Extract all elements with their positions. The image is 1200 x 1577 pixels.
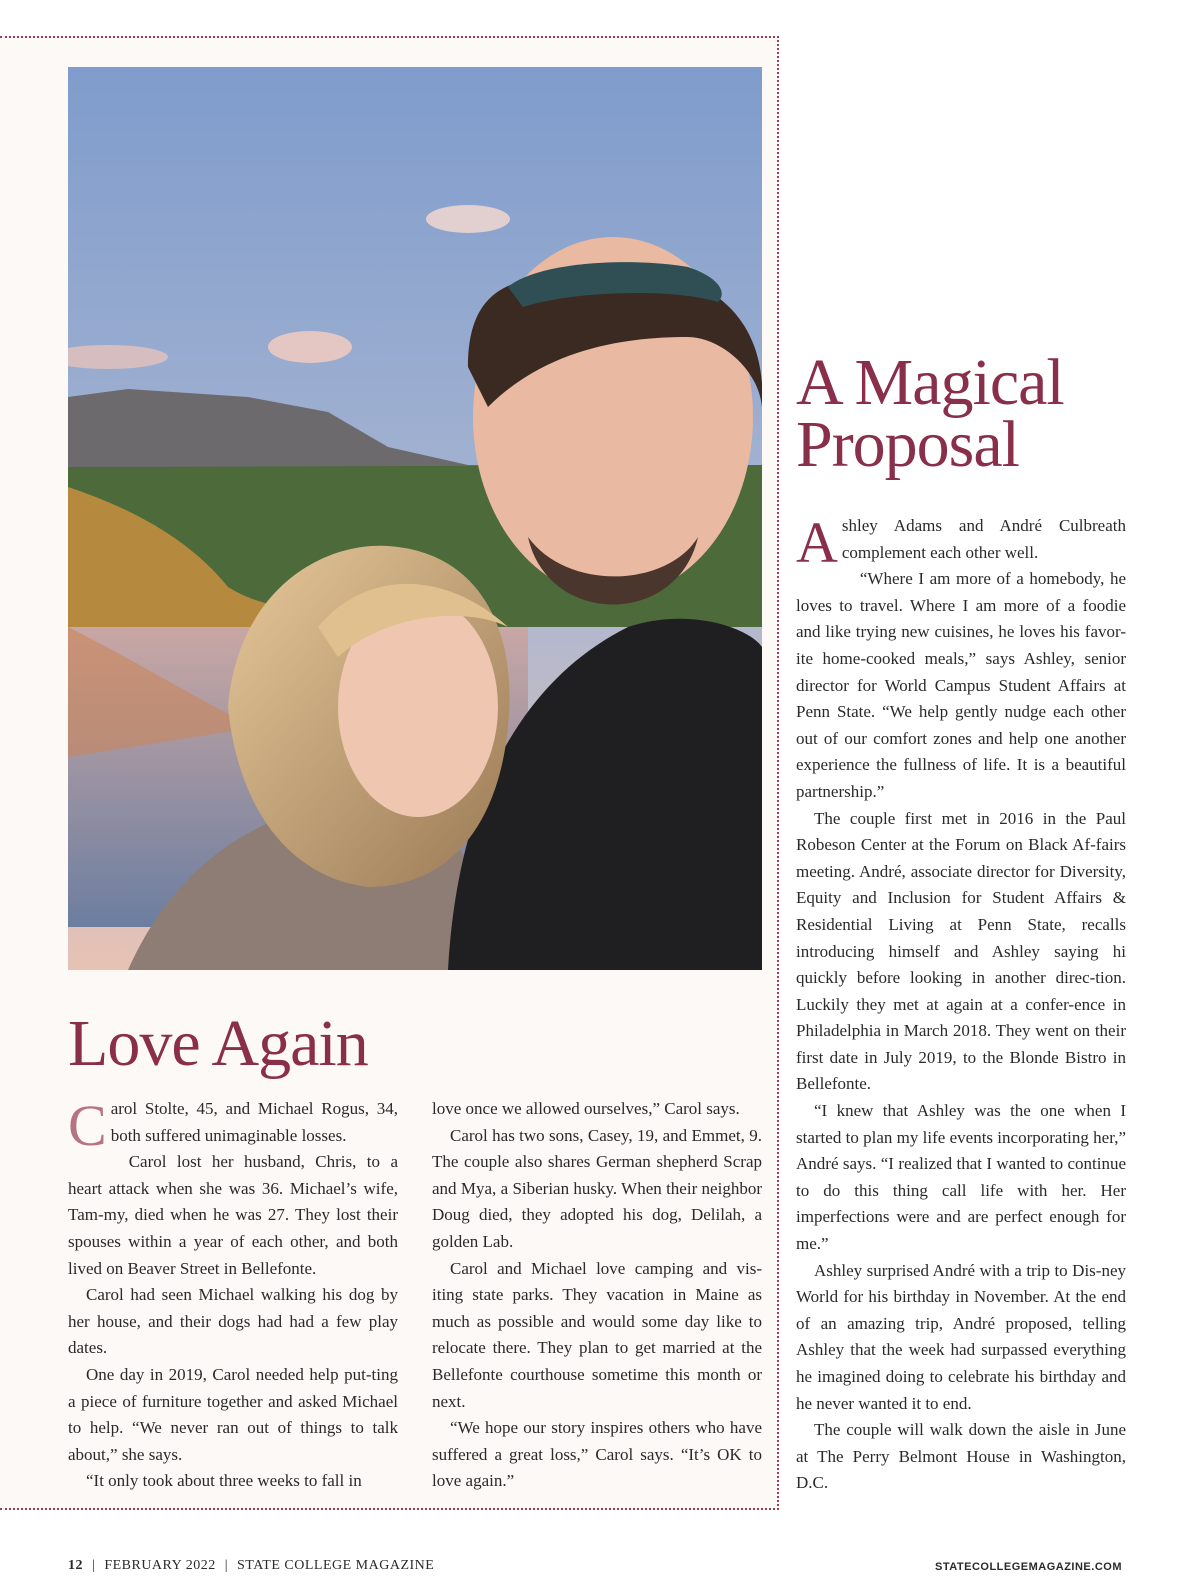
love-again-title: Love Again: [68, 1007, 368, 1080]
proposal-paragraph: “Where I am more of a homebody, he loves to travel. Where I am more of a foodie and like trying new cuisines, he loves his favor-ite home-cooked meals,” says Ashley, senior director for World Campus Student Affairs at Penn State. “We help gently nudge each other out of our comfort zones and help one another experience the fullness of life. It is a beautiful partnership.”: [796, 569, 1126, 801]
love-again-paragraph: Carol has two sons, Casey, 19, and Emmet, 9. The couple also shares German shepherd Scrap and Mya, a Siberian husky. When their neighbor Doug died, they adopted his dog, Delilah, a golden Lab.: [432, 1125, 762, 1251]
love-again-paragraph: One day in 2019, Carol needed help put-ting a piece of furniture together and asked Michael to help. “We never ran out of things to talk about,” she says.: [68, 1364, 398, 1464]
title-line: Proposal: [796, 408, 1019, 481]
magical-proposal-column: [796, 510, 1126, 1497]
love-again-column-2: [432, 1096, 762, 1495]
publication-name: STATE COLLEGE MAGAZINE: [237, 1558, 435, 1573]
proposal-paragraph: Ashley Adams and André Culbreath complement each other well.: [796, 510, 1126, 575]
page-footer: [68, 1558, 1122, 1574]
love-again-paragraph: “It only took about three weeks to fall in: [86, 1471, 362, 1491]
magical-proposal-title: [796, 346, 1136, 481]
proposal-paragraph: “I knew that Ashley was the one when I started to plan my life events incorporating her,” André says. “I realized that I wanted to continue to do this thing call life with her. Her imperfections were and are perfect enough for me.”: [796, 1101, 1126, 1254]
love-again-column-1: [68, 1093, 398, 1495]
love-again-paragraph: Carol had seen Michael walking his dog by her house, and their dogs had had a few play dates.: [68, 1285, 398, 1358]
page-number: 12: [68, 1558, 83, 1573]
separator: |: [92, 1558, 96, 1573]
couple-photo: [68, 67, 762, 970]
title-line: A Magical: [796, 346, 1064, 419]
issue-date: FEBRUARY 2022: [104, 1558, 216, 1573]
proposal-paragraph: The couple first met in 2016 in the Paul Robeson Center at the Forum on Black Af-fairs meeting. André, associate director for Diversity, Equity and Inclusion for Student Affairs & Residential Living at Penn State, recalls introducing himself and Ashley saying hi quickly before looking in another direc-tion. Luckily they met at again at a confer-ence in Philadelphia in March 2018. They went on their first date in July 2019, to the Blonde Bistro in Bellefonte.: [796, 808, 1126, 1094]
separator: |: [224, 1558, 229, 1573]
drop-cap: A: [796, 510, 838, 575]
proposal-paragraph: Ashley surprised André with a trip to Dis-ney World for his birthday in November. At the end of an amazing trip, André proposed, telling Ashley that the week had surpassed everything he imagined doing to celebrate his birthday and he never wanted it to end.: [796, 1260, 1126, 1413]
love-again-paragraph: Carol and Michael love camping and vis-iting state parks. They vacation in Maine as much as possible and would some day like to relocate there. They plan to get married at the Bellefonte courthouse sometime this month or next.: [432, 1258, 762, 1411]
website-url: STATECOLLEGEMAGAZINE.COM: [935, 1561, 1122, 1573]
drop-cap: C: [68, 1093, 107, 1158]
folio: [68, 1558, 434, 1574]
love-again-paragraph: love once we allowed ourselves,” Carol says.: [432, 1099, 740, 1118]
love-again-paragraph: “We hope our story inspires others who have suffered a great loss,” Carol says. “It’s OK to love again.”: [432, 1418, 762, 1491]
love-again-paragraph: Carol lost her husband, Chris, to a heart attack when she was 36. Michael’s wife, Tam-my, died when he was 27. They lost their spouses within a year of each other, and both lived on Beaver Street in Bellefonte.: [68, 1152, 398, 1278]
love-again-paragraph: Carol Stolte, 45, and Michael Rogus, 34, both suffered unimaginable losses.: [68, 1093, 398, 1158]
proposal-paragraph: The couple will walk down the aisle in June at The Perry Belmont House in Washington, D.C.: [796, 1420, 1126, 1493]
